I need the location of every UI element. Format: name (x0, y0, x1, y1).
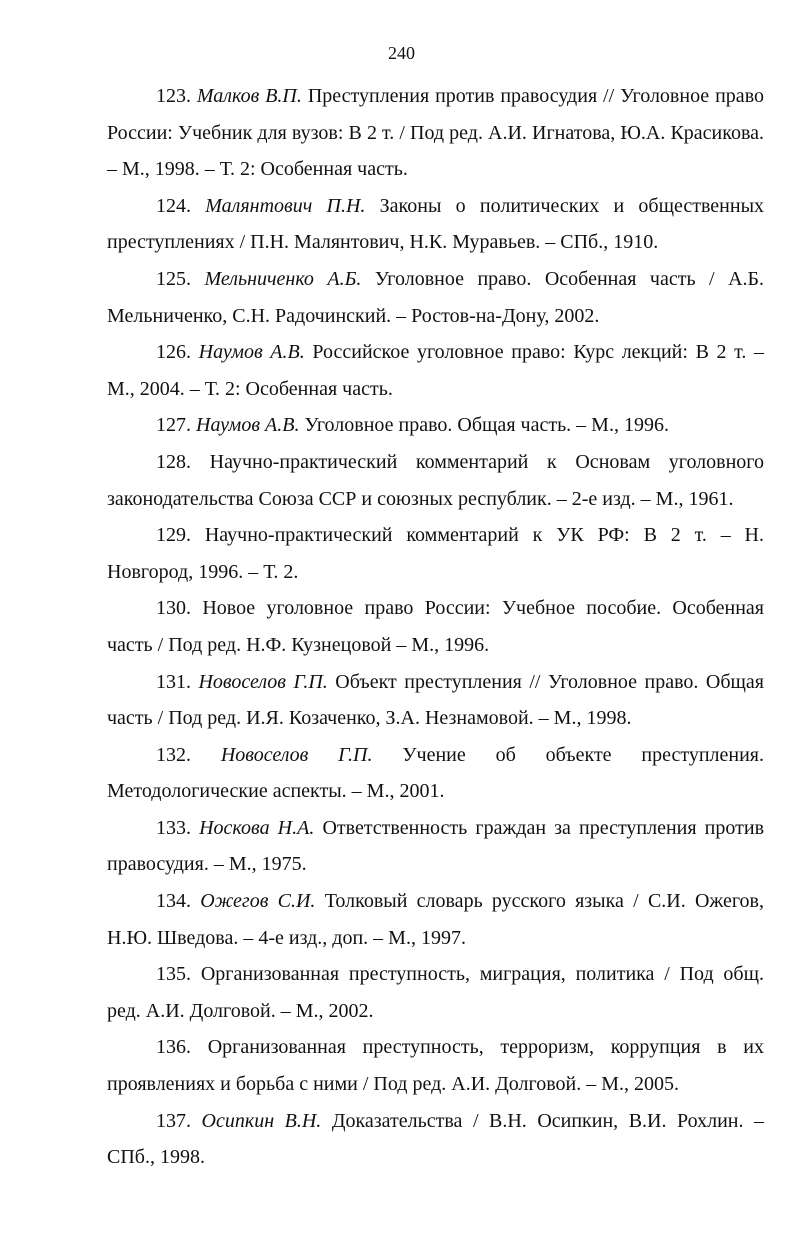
bibliography-entry (107, 664, 764, 737)
entry-author: Малянтович П.Н. (205, 194, 366, 217)
entry-number: 128. (156, 450, 191, 473)
entry-number: 123. (156, 85, 191, 107)
entry-text: Уголовное право. Общая часть. – М., 1996. (304, 414, 669, 437)
bibliography-entry (107, 444, 764, 517)
entry-text: Научно-практический комментарий к УК РФ: В 2 т. – Н. Новгород, 1996. – Т. 2. (107, 524, 765, 583)
entry-number: 132. (156, 743, 191, 766)
page-number: 240 (388, 43, 415, 63)
entry-text: Организованная преступность, миграция, политика / Под общ. ред. А.И. Долговой. – М., 2002. (107, 963, 765, 1022)
entry-author: Малков В.П. (196, 85, 302, 107)
entry-number: 124. (156, 194, 191, 217)
bibliography-entry (107, 737, 764, 810)
bibliography-entry (107, 188, 764, 261)
bibliography-entry (107, 261, 764, 334)
bibliography-entry (107, 407, 764, 444)
entry-text: Преступления против правосудия // Уголовное право России: Учебник для вузов: В 2 т. / Под ред. А.И. Игнатова, Ю.А. Красикова. – М., 1998. – Т. 2: Особенная часть. (107, 85, 764, 181)
bibliography-entry (107, 78, 764, 188)
entry-number: 133. (156, 816, 191, 839)
entry-text: Российское уголовное право: Курс лекций: В 2 т. – М., 2004. – Т. 2: Особенная часть. (107, 341, 765, 400)
entry-text: Законы о политических и общественных преступлениях / П.Н. Малянтович, Н.К. Муравьев. – СПб., 1910. (107, 194, 765, 254)
entry-text: Новое уголовное право России: Учебное пособие. Особенная часть / Под ред. Н.Ф. Кузнецовой – М., 1996. (107, 597, 764, 656)
entry-text: Ответственность граждан за преступления против правосудия. – М., 1975. (107, 816, 765, 876)
entry-author: Новоселов Г.П. (220, 743, 373, 766)
entry-author: Наумов А.В. (196, 414, 300, 437)
entry-number: 126. (156, 341, 191, 364)
entry-author: Мельниченко А.Б. (204, 267, 362, 290)
entry-number: 129. (156, 524, 191, 547)
entry-number: 131. (156, 670, 191, 693)
bibliography-entry (107, 956, 764, 1029)
entry-author: Новоселов Г.П. (198, 670, 328, 693)
entry-text: Толковый словарь русского языка / С.И. Ожегов, Н.Ю. Шведова. – 4-е изд., доп. – М., 1997. (107, 890, 765, 949)
entry-number: 134. (156, 890, 191, 913)
entry-text: Доказательства / В.Н. Осипкин, В.И. Рохлин. – СПб., 1998. (107, 1109, 765, 1169)
entry-number: 137. (156, 1109, 191, 1132)
bibliography-entry (107, 1103, 764, 1176)
entry-author: Ожегов С.И. (200, 890, 316, 913)
bibliography-list (107, 78, 764, 1176)
entry-author: Носкова Н.А. (199, 816, 315, 839)
entry-text: Учение об объекте преступления. Методологические аспекты. – М., 2001. (107, 743, 765, 803)
entry-number: 125. (156, 267, 191, 290)
bibliography-entry (107, 334, 764, 407)
bibliography-entry (107, 517, 764, 590)
bibliography-entry (107, 590, 764, 663)
entry-number: 130. (156, 597, 191, 620)
entry-text: Уголовное право. Особенная часть / А.Б. Мельниченко, С.Н. Радочинский. – Ростов-на-Дону, 2002. (107, 267, 765, 327)
entry-author: Наумов А.В. (198, 341, 305, 364)
entry-text: Научно-практический комментарий к Основам уголовного законодательства Союза ССР и союзных республик. – 2-е изд. – М., 1961. (107, 450, 765, 510)
entry-author: Осипкин В.Н. (201, 1109, 322, 1132)
entry-number: 127. (156, 414, 191, 437)
bibliography-entry (107, 883, 764, 956)
bibliography-entry (107, 810, 764, 883)
entry-number: 136. (156, 1036, 191, 1059)
bibliography-entry (107, 1029, 764, 1102)
entry-text: Организованная преступность, терроризм, коррупция в их проявлениях и борьба с ними / Под ред. А.И. Долговой. – М., 2005. (107, 1036, 765, 1096)
entry-text: Объект преступления // Уголовное право. Общая часть / Под ред. И.Я. Козаченко, З.А. Незнамовой. – М., 1998. (107, 670, 764, 730)
entry-number: 135. (156, 963, 191, 986)
